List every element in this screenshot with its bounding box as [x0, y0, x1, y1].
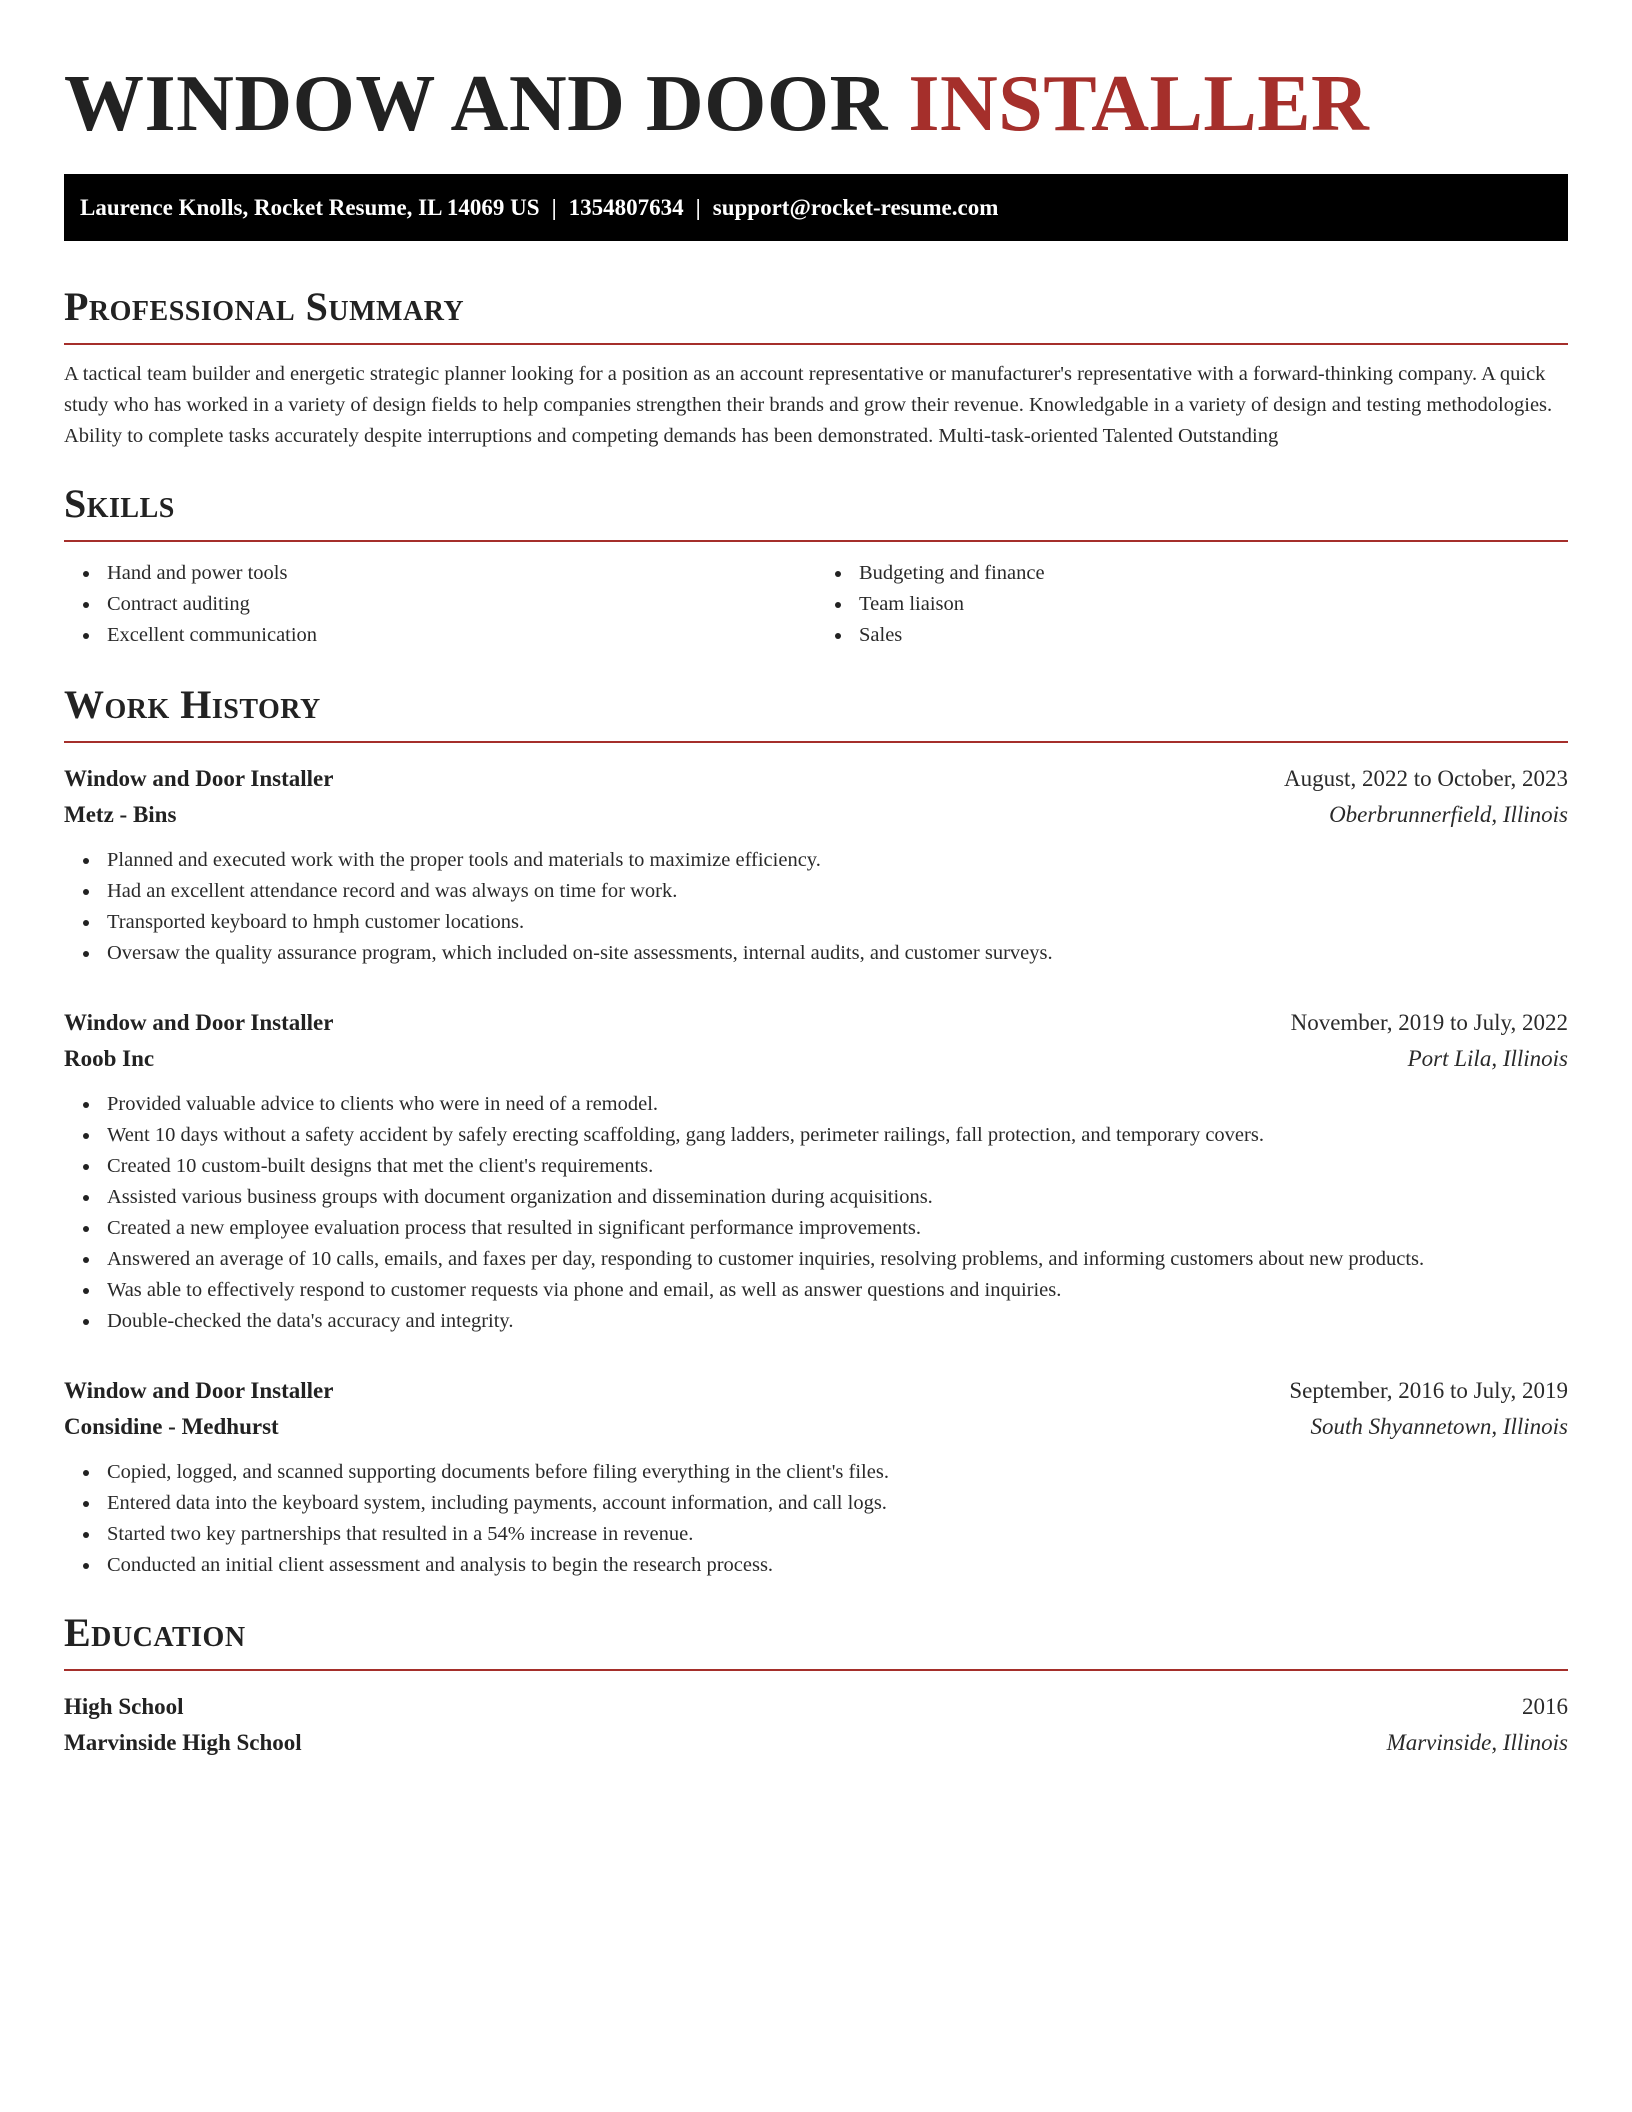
contact-email[interactable]: support@rocket-resume.com [712, 195, 999, 220]
education-degree: High School [64, 1694, 184, 1719]
job-bullet: Oversaw the quality assurance program, which included on-site assessments, internal audits, and customer surveys. [107, 938, 1568, 969]
summary-text: A tactical team builder and energetic strategic planner looking for a position as an account representative or manufacturer's representative with a forward-thinking company. A quick study who has worked in a variety of design fields to help companies strengthen their brands and grow their revenue. Knowledgable in a variety of design and testing methodologies. Ability to complete tasks accurately despite interruptions and competing demands has been demonstrated. Multi-task-oriented Talented Outstanding [64, 363, 1553, 447]
education-degree-row [64, 1689, 1568, 1725]
skill-item: Excellent communication [107, 620, 816, 651]
job-bullet: Created a new employee evaluation process that resulted in significant performance improvements. [107, 1213, 1568, 1244]
skills-list-left [64, 558, 816, 651]
job-company: Roob Inc [64, 1046, 155, 1071]
resume-title [64, 0, 1568, 150]
skill-item: Contract auditing [107, 589, 816, 620]
job-dates: November, 2019 to July, 2022 [1290, 1010, 1568, 1035]
job-location: Oberbrunnerfield, Illinois [1329, 802, 1568, 827]
skill-item: Sales [859, 620, 1568, 651]
skill-item: Hand and power tools [107, 558, 816, 589]
skills-grid [64, 558, 1568, 651]
job-entry [64, 1373, 1568, 1581]
job-header-row [64, 1373, 1568, 1409]
skill-item: Budgeting and finance [859, 558, 1568, 589]
job-bullet: Had an excellent attendance record and was always on time for work. [107, 876, 1568, 907]
education-school-row [64, 1725, 1568, 1761]
job-location: South Shyannetown, Illinois [1310, 1414, 1568, 1439]
job-dates: September, 2016 to July, 2019 [1289, 1378, 1568, 1403]
contact-separator: | [695, 195, 701, 220]
education-section [64, 1609, 1568, 1761]
job-bullet: Answered an average of 10 calls, emails, and faxes per day, responding to customer inquiries, resolving problems, and informing customers about new products. [107, 1244, 1568, 1275]
professional-summary-section [64, 283, 1568, 452]
job-bullets [64, 845, 1568, 969]
job-bullet: Was able to effectively respond to customer requests via phone and email, as well as answer questions and inquiries. [107, 1275, 1568, 1306]
job-bullet: Went 10 days without a safety accident by safely erecting scaffolding, gang ladders, perimeter railings, fall protection, and temporary covers. [107, 1120, 1568, 1151]
job-bullets [64, 1457, 1568, 1581]
job-company: Metz - Bins [64, 802, 177, 827]
job-title: Window and Door Installer [64, 1010, 334, 1035]
job-entry [64, 1005, 1568, 1337]
section-heading-work: Work History [64, 681, 1568, 743]
job-bullet: Provided valuable advice to clients who were in need of a remodel. [107, 1089, 1568, 1120]
contact-separator: | [551, 195, 557, 220]
job-bullet: Double-checked the data's accuracy and integrity. [107, 1306, 1568, 1337]
job-bullet: Started two key partnerships that resulted in a 54% increase in revenue. [107, 1519, 1568, 1550]
job-bullet: Entered data into the keyboard system, including payments, account information, and call logs. [107, 1488, 1568, 1519]
section-heading-summary: Professional Summary [64, 283, 1568, 345]
job-bullet: Planned and executed work with the proper tools and materials to maximize efficiency. [107, 845, 1568, 876]
job-bullet: Copied, logged, and scanned supporting documents before filing everything in the client's files. [107, 1457, 1568, 1488]
work-history-section [64, 681, 1568, 1581]
job-location: Port Lila, Illinois [1407, 1046, 1568, 1071]
education-school: Marvinside High School [64, 1730, 302, 1755]
education-location: Marvinside, Illinois [1386, 1730, 1568, 1755]
contact-address: Laurence Knolls, Rocket Resume, IL 14069 US [80, 195, 540, 220]
job-header-row [64, 1005, 1568, 1041]
job-bullet: Conducted an initial client assessment and analysis to begin the research process. [107, 1550, 1568, 1581]
job-company-row [64, 797, 1568, 833]
job-company: Considine - Medhurst [64, 1414, 279, 1439]
job-company-row [64, 1409, 1568, 1445]
job-bullets [64, 1089, 1568, 1337]
job-bullet: Assisted various business groups with document organization and dissemination during acquisitions. [107, 1182, 1568, 1213]
skills-list-right [816, 558, 1568, 651]
skills-section [64, 480, 1568, 651]
section-heading-skills: Skills [64, 480, 1568, 542]
job-entry [64, 761, 1568, 969]
job-dates: August, 2022 to October, 2023 [1284, 766, 1568, 791]
job-header-row [64, 761, 1568, 797]
contact-phone: 1354807634 [568, 195, 684, 220]
education-entry [64, 1689, 1568, 1761]
title-main: WINDOW AND DOOR [64, 60, 888, 148]
title-accent: INSTALLER [908, 60, 1370, 148]
job-bullet: Transported keyboard to hmph customer locations. [107, 907, 1568, 938]
job-title: Window and Door Installer [64, 1378, 334, 1403]
section-heading-education: Education [64, 1609, 1568, 1671]
skill-item: Team liaison [859, 589, 1568, 620]
education-year: 2016 [1522, 1694, 1568, 1719]
job-company-row [64, 1041, 1568, 1077]
contact-bar [64, 174, 1568, 241]
job-bullet: Created 10 custom-built designs that met the client's requirements. [107, 1151, 1568, 1182]
job-title: Window and Door Installer [64, 766, 334, 791]
